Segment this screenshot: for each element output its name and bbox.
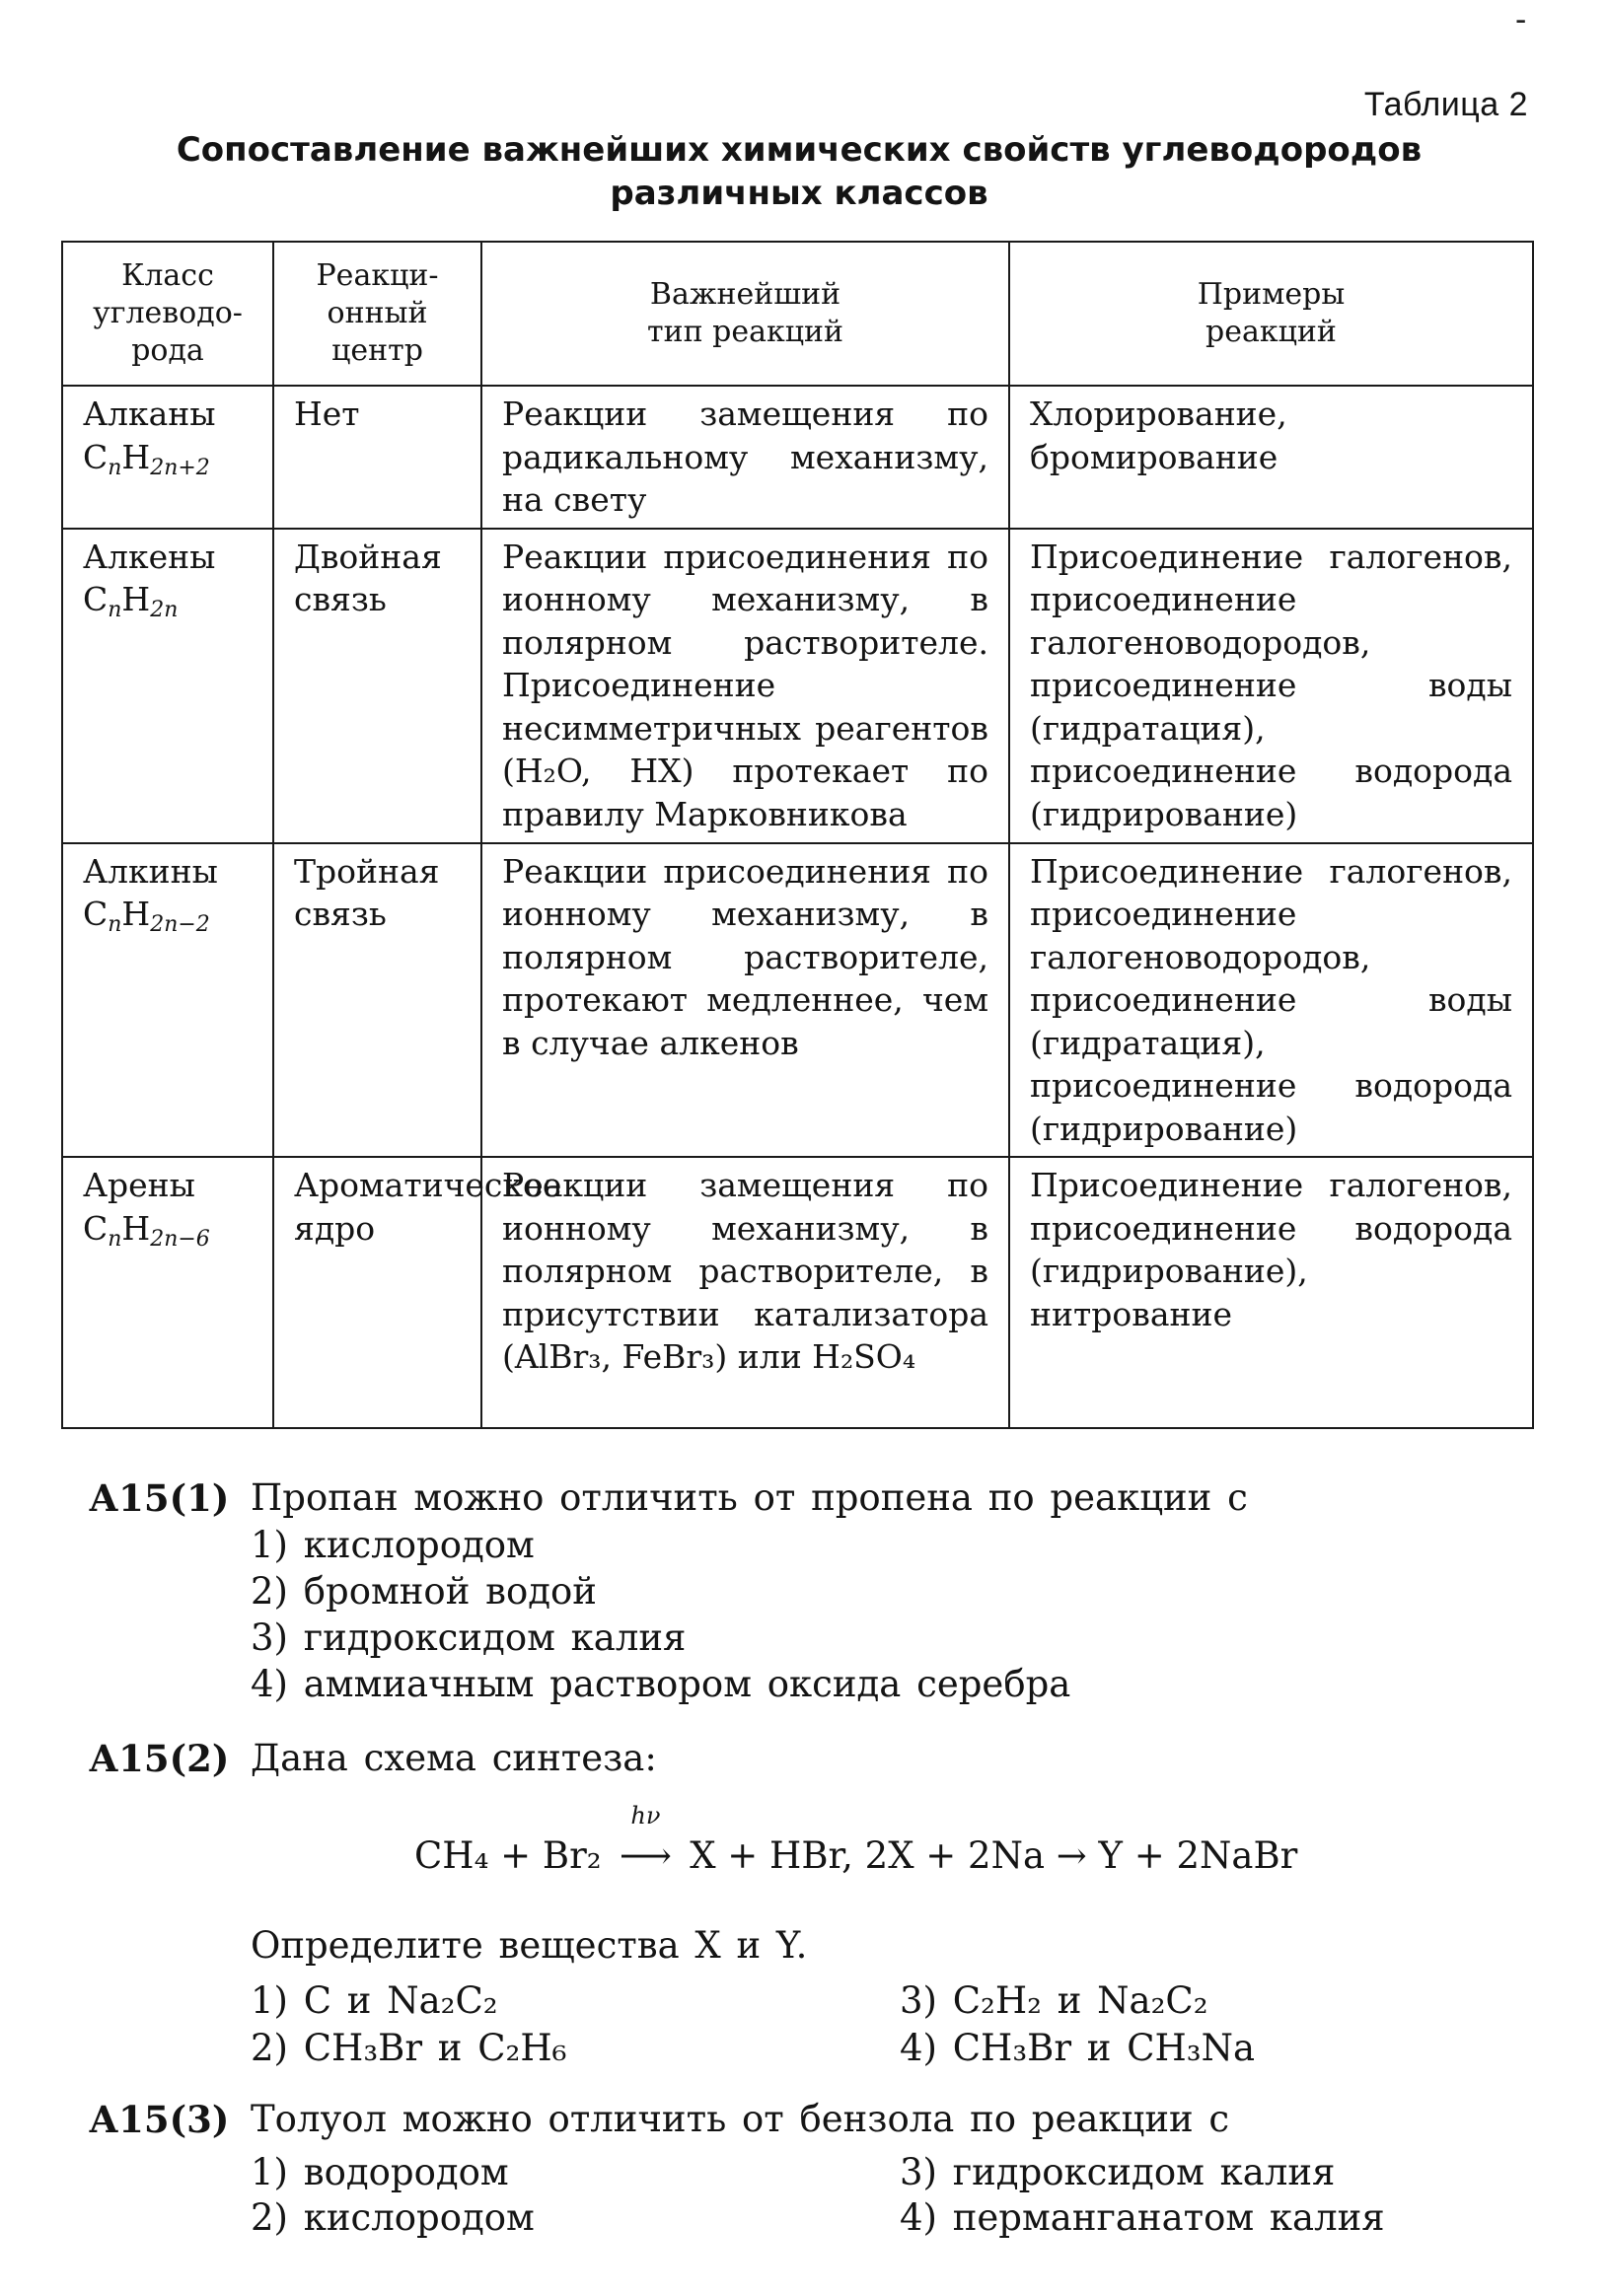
formula-subscript: 2n+2 (150, 455, 210, 480)
question-text: Пропан можно отличить от пропена по реакции с (251, 1476, 1248, 1519)
table-row (62, 529, 1533, 843)
header-line: Примеры (1197, 277, 1346, 312)
table-row (62, 843, 1533, 1158)
reaction-type-cell: Реакции присоединения по ионному механизму, в полярном растворителе. Присоединение несимметричных реагентов (H₂O, HX) протекает по правилу Марковникова (481, 529, 1009, 843)
class-name: Алканы (83, 395, 216, 433)
class-cell (62, 843, 273, 1158)
table-row (62, 1157, 1533, 1428)
question-prompt: Определите вещества X и Y. (251, 1924, 808, 1967)
table-row (62, 386, 1533, 529)
header-line: Реакци- (316, 258, 439, 293)
general-formula: $C_nH_{2n+2}$ (83, 437, 210, 480)
class-name: Алкины (83, 851, 218, 891)
answer-option: 1) C и Na₂C₂ (251, 1979, 498, 2022)
synthesis-equation (414, 1802, 1499, 1886)
header-examples (1009, 242, 1533, 386)
header-line: углеводо- (93, 296, 243, 330)
table-header-row (62, 242, 1533, 386)
answer-option: 3) гидроксидом калия (900, 2151, 1336, 2193)
general-formula: $C_nH_{2n-6}$ (83, 1208, 210, 1252)
center-cell: Ароматическое ядро (273, 1157, 481, 1428)
properties-table (61, 241, 1534, 1429)
arrow-label: hν (630, 1802, 661, 1830)
answer-option: 4) CH₃Br и CH₃Na (900, 2027, 1256, 2069)
center-cell: Тройная связь (273, 843, 481, 1158)
examples-cell: Присоединение галогенов, присоединение водорода (гидрирование), нитрование (1009, 1157, 1533, 1428)
header-line: онный (327, 296, 428, 330)
answer-option: 2) CH₃Br и C₂H₆ (251, 2027, 567, 2069)
header-class (62, 242, 273, 386)
page-title: Сопоставление важнейших химических свойств углеводородов различных классов (176, 130, 1423, 213)
reaction-arrow: hν ⟶ (613, 1827, 678, 1886)
reaction-type-cell: Реакции присоединения по ионному механизму, в полярном растворителе, протекают медленнее, чем в случае алкенов (481, 843, 1009, 1158)
general-formula: $C_nH_{2n}$ (83, 580, 179, 622)
formula-subscript: 2n (150, 598, 179, 622)
header-line: Важнейший (649, 277, 841, 312)
formula-subscript: 2n−6 (150, 1226, 210, 1252)
header-line: реакций (1205, 315, 1337, 349)
answer-option: 2) кислородом (251, 2196, 535, 2239)
equation-left: CH₄ + Br₂ (414, 1834, 602, 1877)
answer-option: 1) кислородом (251, 1524, 535, 1566)
answer-option: 2) бромной водой (251, 1570, 597, 1613)
equation-right: X + HBr, 2X + 2Na → Y + 2NaBr (690, 1834, 1298, 1877)
answer-option: 4) аммиачным раствором оксида серебра (251, 1663, 1071, 1705)
table-label: Таблица 2 (1363, 86, 1528, 123)
header-line: Класс (121, 258, 214, 293)
page-mark: - (1515, 1, 1527, 38)
question-text: Толуол можно отличить от бензола по реакции с (251, 2098, 1230, 2140)
reaction-type-cell: Реакции замещения по ионному механизму, в полярном растворителе, в присутствии катализатора (AlBr₃, FeBr₃) или H₂SO₄ (481, 1157, 1009, 1428)
header-line: тип реакций (647, 315, 843, 349)
general-formula: $C_nH_{2n-2}$ (83, 895, 210, 937)
formula-subscript: 2n−2 (150, 912, 210, 937)
question-label: А15(2) (89, 1737, 230, 1780)
examples-cell: Присоединение галогенов, присоединение галогеноводородов, присоединение воды (гидратация), присоединение водорода (гидрирование) (1009, 843, 1533, 1158)
answer-option: 3) гидроксидом калия (251, 1616, 687, 1659)
class-cell (62, 386, 273, 529)
header-line: центр (331, 333, 423, 368)
answer-option: 1) водородом (251, 2151, 509, 2193)
examples-cell: Хлорирование, бромирование (1009, 386, 1533, 529)
reaction-type-cell: Реакции замещения по радикальному механизму, на свету (481, 386, 1009, 529)
class-name: Алкены (83, 537, 216, 576)
header-reaction-type (481, 242, 1009, 386)
center-cell: Нет (273, 386, 481, 529)
answer-option: 3) C₂H₂ и Na₂C₂ (900, 1979, 1208, 2022)
class-cell (62, 529, 273, 843)
answer-option: 4) перманганатом калия (900, 2196, 1385, 2239)
question-text: Дана схема синтеза: (251, 1737, 657, 1779)
header-center (273, 242, 481, 386)
center-cell: Двойная связь (273, 529, 481, 843)
examples-cell: Присоединение галогенов, присоединение галогеноводородов, присоединение воды (гидратация), присоединение водорода (гидрирование) (1009, 529, 1533, 843)
question-label: А15(3) (89, 2098, 230, 2141)
class-cell (62, 1157, 273, 1428)
question-label: А15(1) (89, 1476, 230, 1520)
header-line: рода (131, 333, 204, 368)
class-name: Арены (83, 1166, 195, 1204)
